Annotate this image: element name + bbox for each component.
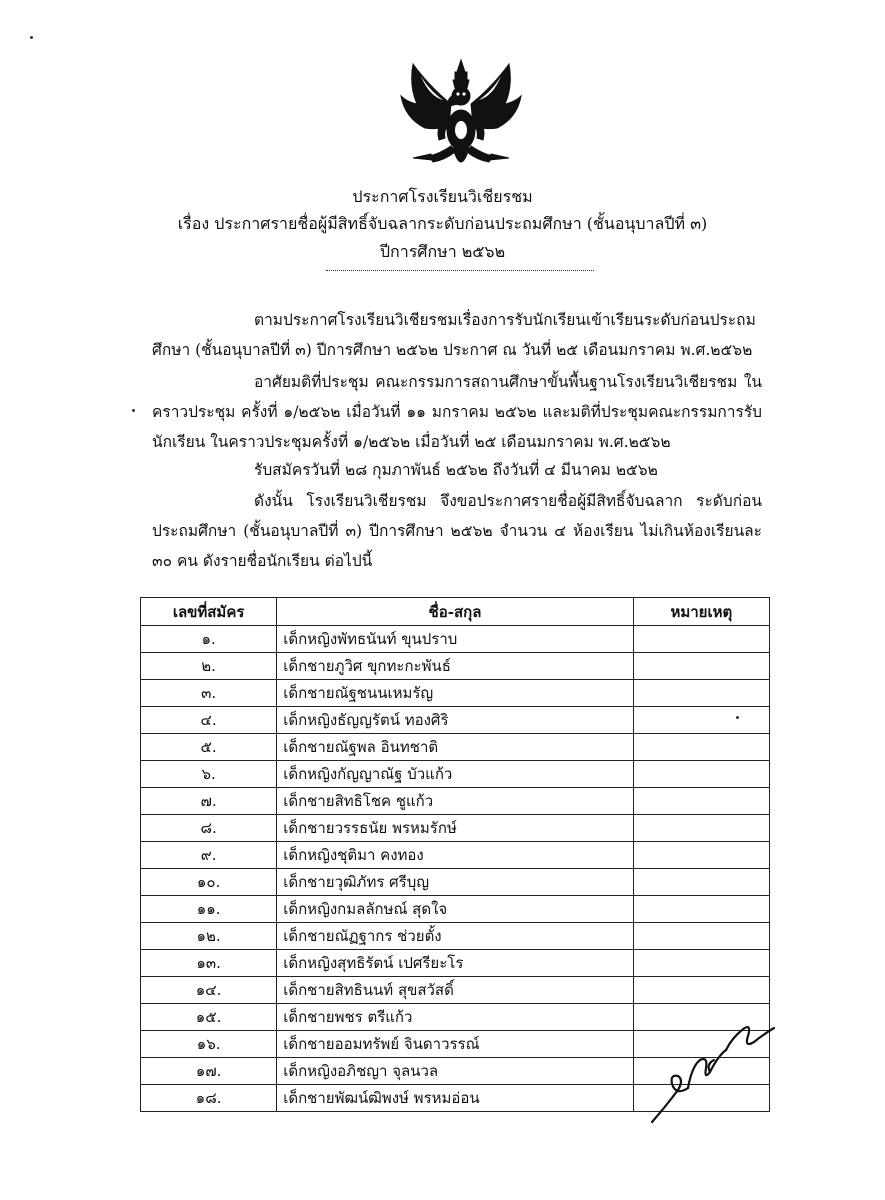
application-number: ๑๓. — [141, 950, 277, 977]
table-row — [141, 788, 770, 815]
column-header-remarks: หมายเหตุ — [633, 598, 769, 626]
application-number: ๒. — [141, 653, 277, 680]
student-name: เด็กชายพชร ตรีแก้ว — [277, 1004, 634, 1031]
paragraph-announcement — [152, 486, 762, 576]
paragraph-reference-text: ตามประกาศโรงเรียนวิเชียรชมเรื่องการรับนักเรียนเข้าเรียนระดับก่อนประถมศึกษา (ชั้นอนุบาลปีที่ ๓) ปีการศึกษา ๒๕๖๒ ประกาศ ณ วันที่ ๒๕ เดือนมกราคม พ.ศ.๒๕๖๒ — [152, 311, 756, 359]
application-number: ๖. — [141, 761, 277, 788]
student-name: เด็กหญิงกัญญาณัฐ บัวแก้ว — [277, 761, 634, 788]
student-name: เด็กชายสิทธินนท์ สุขสวัสดิ์ — [277, 977, 634, 1004]
application-number: ๓. — [141, 680, 277, 707]
student-name: เด็กชายออมทรัพย์ จินดาวรรณ์ — [277, 1031, 634, 1058]
garuda-emblem-icon — [399, 56, 523, 176]
scan-speck — [30, 36, 33, 39]
application-number: ๑๕. — [141, 1004, 277, 1031]
student-name: เด็กหญิงสุทธิรัตน์ เปศรียะโร — [277, 950, 634, 977]
table-row — [141, 977, 770, 1004]
scan-speck — [736, 716, 739, 719]
student-name: เด็กหญิงธัญญรัตน์ ทองศิริ — [277, 707, 634, 734]
remark-cell — [633, 734, 769, 761]
table-row — [141, 896, 770, 923]
academic-year: ปีการศึกษา ๒๕๖๒ — [379, 242, 506, 261]
paragraph-application-dates — [152, 455, 762, 485]
table-row — [141, 680, 770, 707]
remark-cell — [633, 653, 769, 680]
paragraph-resolution — [152, 367, 762, 457]
table-header-row — [141, 598, 770, 626]
student-name: เด็กหญิงอภิชญา จุลนวล — [277, 1058, 634, 1085]
application-number: ๑. — [141, 626, 277, 653]
student-name: เด็กชายสิทธิโชค ชูแก้ว — [277, 788, 634, 815]
paragraph-resolution-text: อาศัยมติที่ประชุม คณะกรรมการสถานศึกษาขั้นพื้นฐานโรงเรียนวิเชียรชม ในคราวประชุม ครั้งที่ ๑/๒๕๖๒ เมื่อวันที่ ๑๑ มกราคม ๒๕๖๒ และมติที่ประชุมคณะกรรมการรับนักเรียน ในคราวประชุมครั้งที่ ๑/๒๕๖๒ เมื่อวันที่ ๒๕ เดือนมกราคม พ.ศ.๒๕๖๒ — [152, 373, 762, 451]
remark-cell — [633, 788, 769, 815]
remark-cell — [633, 626, 769, 653]
application-number: ๔. — [141, 707, 277, 734]
remark-cell — [633, 707, 769, 734]
remark-cell — [633, 923, 769, 950]
application-number: ๕. — [141, 734, 277, 761]
student-name: เด็กหญิงชุติมา คงทอง — [277, 842, 634, 869]
application-number: ๑๖. — [141, 1031, 277, 1058]
application-number: ๑๗. — [141, 1058, 277, 1085]
remark-cell — [633, 950, 769, 977]
table-row — [141, 950, 770, 977]
dotted-divider — [326, 270, 594, 271]
column-header-full-name: ชื่อ-สกุล — [277, 598, 634, 626]
remark-cell — [633, 977, 769, 1004]
table-row — [141, 734, 770, 761]
table-row — [141, 815, 770, 842]
student-name: เด็กหญิงกมลลักษณ์ สุดใจ — [277, 896, 634, 923]
table-row — [141, 707, 770, 734]
column-header-application-number: เลขที่สมัคร — [141, 598, 277, 626]
application-number: ๗. — [141, 788, 277, 815]
application-number: ๑๔. — [141, 977, 277, 1004]
scan-speck — [132, 409, 135, 412]
student-name: เด็กชายณัฐพล อินทชาติ — [277, 734, 634, 761]
remark-cell — [633, 869, 769, 896]
paragraph-application-dates-text: รับสมัครวันที่ ๒๘ กุมภาพันธ์ ๒๕๖๒ ถึงวันที่ ๔ มีนาคม ๒๕๖๒ — [254, 461, 658, 479]
remark-cell — [633, 680, 769, 707]
paragraph-reference — [152, 305, 762, 365]
table-row — [141, 842, 770, 869]
table-row — [141, 869, 770, 896]
handwritten-signature — [648, 1010, 778, 1130]
student-name: เด็กชายวรรธนัย พรหมรักษ์ — [277, 815, 634, 842]
remark-cell — [633, 761, 769, 788]
application-number: ๑๘. — [141, 1085, 277, 1112]
paragraph-announcement-text: ดังนั้น โรงเรียนวิเชียรชม จึงขอประกาศรายชื่อผู้มีสิทธิ์จับฉลาก ระดับก่อนประถมศึกษา (ชั้นอนุบาลปีที่ ๓) ปีการศึกษา ๒๕๖๒ จำนวน ๔ ห้องเรียน ไม่เกินห้องเรียนละ ๓๐ คน ดังรายชื่อนักเรียน ต่อไปนี้ — [152, 492, 762, 570]
remark-cell — [633, 896, 769, 923]
student-name: เด็กหญิงพัทธนันท์ ขุนปราบ — [277, 626, 634, 653]
application-number: ๑๒. — [141, 923, 277, 950]
remark-cell — [633, 842, 769, 869]
student-name: เด็กชายภูวิศ ขุกทะกะพันธ์ — [277, 653, 634, 680]
announcement-title: ประกาศโรงเรียนวิเชียรชม — [352, 187, 533, 206]
student-name: เด็กชายณัฐชนนเหมรัญ — [277, 680, 634, 707]
student-name: เด็กชายณัฏฐากร ช่วยตั้ง — [277, 923, 634, 950]
announcement-subject: เรื่อง ประกาศรายชื่อผู้มีสิทธิ์จับฉลากระดับก่อนประถมศึกษา (ชั้นอนุบาลปีที่ ๓) — [177, 214, 708, 233]
table-row — [141, 653, 770, 680]
student-name: เด็กชายวุฒิภัทร ศรีบุญ — [277, 869, 634, 896]
application-number: ๑๐. — [141, 869, 277, 896]
remark-cell — [633, 815, 769, 842]
application-number: ๙. — [141, 842, 277, 869]
table-row — [141, 761, 770, 788]
table-row — [141, 923, 770, 950]
application-number: ๘. — [141, 815, 277, 842]
student-name: เด็กชายพัฒน์ฒิพงษ์ พรหมอ่อน — [277, 1085, 634, 1112]
application-number: ๑๑. — [141, 896, 277, 923]
table-row — [141, 626, 770, 653]
